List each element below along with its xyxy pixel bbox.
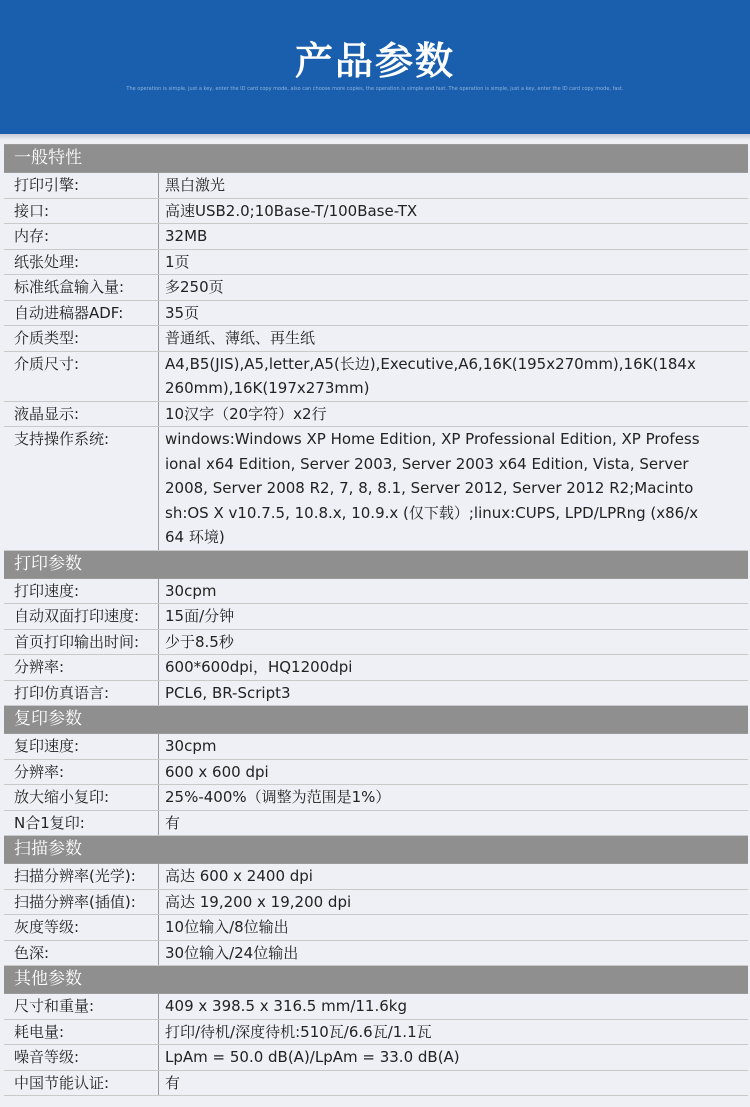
- spec-label: 接口:: [4, 199, 159, 224]
- spec-value: 普通纸、薄纸、再生纸: [165, 329, 316, 347]
- spec-value: 32MB: [165, 227, 208, 245]
- spec-row: [4, 326, 748, 352]
- spec-label: 首页打印输出时间:: [4, 630, 159, 655]
- spec-row: [4, 1071, 748, 1097]
- section-heading: 复印参数: [4, 706, 748, 734]
- spec-label: 分辨率:: [4, 760, 159, 785]
- spec-label: N合1复印:: [4, 811, 159, 836]
- spec-table: [4, 144, 748, 1096]
- spec-row: [4, 199, 748, 225]
- spec-label: 支持操作系统:: [4, 427, 159, 550]
- spec-label: 自动进稿器ADF:: [4, 301, 159, 326]
- spec-value: 25%-400%（调整为范围是1%）: [165, 788, 391, 806]
- section-heading: 一般特性: [4, 145, 748, 173]
- spec-label: 打印引擎:: [4, 173, 159, 198]
- spec-row: [4, 579, 748, 605]
- spec-row: [4, 1045, 748, 1071]
- spec-value: 有: [165, 813, 181, 832]
- spec-label: 打印速度:: [4, 579, 159, 604]
- spec-value: windows:Windows XP Home Edition, XP Professional Edition, XP Professional x64 Edition, Server 2003, Server 2003 x64 Edition, Vista, Server 2008, Server 2008 R2, 7, 8, 8.1, Server 2012, Server 2012 R2;Macintosh:OS X v10.7.5, 10.8.x, 10.9.x (仅下载）;linux:CUPS, LPD/LPRng (x86/x64 环境): [165, 430, 700, 546]
- spec-value: 30cpm: [165, 581, 217, 600]
- spec-value: 600 x 600 dpi: [165, 762, 269, 781]
- spec-row: [4, 173, 748, 199]
- spec-row: [4, 224, 748, 250]
- page-title: 产品参数: [294, 39, 455, 83]
- spec-row: [4, 941, 748, 967]
- spec-row: [4, 402, 748, 428]
- spec-row: [4, 864, 748, 890]
- spec-value: 409 x 398.5 x 316.5 mm/11.6kg: [165, 997, 407, 1015]
- spec-value: 600*600dpi，HQ1200dpi: [165, 658, 353, 676]
- spec-value: 有: [165, 1073, 181, 1092]
- spec-value: A4,B5(JIS),A5,letter,A5(长边),Executive,A6,16K(195x270mm),16K(184x260mm),16K(197x273mm): [165, 354, 696, 397]
- spec-row: [4, 994, 748, 1020]
- spec-value: 30位输入/24位输出: [165, 943, 299, 962]
- spec-label: 打印仿真语言:: [4, 681, 159, 706]
- spec-value: 30cpm: [165, 737, 217, 755]
- spec-label: 灰度等级:: [4, 915, 159, 940]
- spec-row: [4, 301, 748, 327]
- spec-row: [4, 785, 748, 811]
- spec-row: [4, 915, 748, 941]
- header-divider: [0, 134, 750, 140]
- spec-label: 介质尺寸:: [4, 352, 159, 401]
- spec-row: [4, 811, 748, 837]
- spec-value: 高达 19,200 x 19,200 dpi: [165, 892, 352, 911]
- spec-value: 15面/分钟: [165, 607, 235, 625]
- section-heading: 扫描参数: [4, 836, 748, 864]
- page-header: [0, 0, 750, 134]
- spec-label: 纸张处理:: [4, 250, 159, 275]
- spec-row: [4, 760, 748, 786]
- spec-value: LpAm = 50.0 dB(A)/LpAm = 33.0 dB(A): [165, 1048, 460, 1066]
- spec-label: 内存:: [4, 224, 159, 249]
- spec-value: 高速USB2.0;10Base-T/100Base-TX: [165, 201, 418, 220]
- spec-row: [4, 890, 748, 916]
- spec-value: 高达 600 x 2400 dpi: [165, 867, 313, 885]
- spec-value: 10位输入/8位输出: [165, 918, 289, 936]
- spec-row: [4, 604, 748, 630]
- spec-label: 扫描分辨率(插值):: [4, 890, 159, 915]
- spec-label: 耗电量:: [4, 1020, 159, 1045]
- spec-value: 少于8.5秒: [165, 632, 234, 651]
- spec-row: [4, 275, 748, 301]
- spec-value: 打印/待机/深度待机:510瓦/6.6瓦/1.1瓦: [165, 1022, 432, 1041]
- spec-label: 自动双面打印速度:: [4, 604, 159, 629]
- spec-row: [4, 1020, 748, 1046]
- spec-label: 标准纸盒输入量:: [4, 275, 159, 300]
- spec-value: 多250页: [165, 278, 224, 296]
- spec-value: 10汉字（20字符）x2行: [165, 404, 327, 423]
- spec-label: 扫描分辨率(光学):: [4, 864, 159, 889]
- spec-label: 尺寸和重量:: [4, 994, 159, 1019]
- spec-label: 中国节能认证:: [4, 1071, 159, 1096]
- spec-row: [4, 681, 748, 707]
- spec-value: 黑白激光: [165, 176, 226, 194]
- section-heading: 打印参数: [4, 551, 748, 579]
- spec-label: 分辨率:: [4, 655, 159, 680]
- spec-label: 色深:: [4, 941, 159, 966]
- spec-row: [4, 630, 748, 656]
- section-heading: 其他参数: [4, 966, 748, 994]
- spec-label: 介质类型:: [4, 326, 159, 351]
- spec-row: [4, 427, 748, 551]
- spec-label: 液晶显示:: [4, 402, 159, 427]
- spec-row: [4, 734, 748, 760]
- spec-label: 噪音等级:: [4, 1045, 159, 1070]
- spec-row: [4, 352, 748, 402]
- spec-row: [4, 655, 748, 681]
- spec-label: 复印速度:: [4, 734, 159, 759]
- page-subtitle: The operation is simple, just a key, enter the ID card copy mode, also can choose more copies, the operation is simple and fast. The operation is simple, just a key, enter the ID card copy mode, fast.: [126, 86, 624, 92]
- spec-value: PCL6, BR-Script3: [165, 683, 291, 702]
- spec-value: 35页: [165, 303, 200, 322]
- spec-value: 1页: [165, 252, 190, 271]
- spec-row: [4, 250, 748, 276]
- spec-label: 放大缩小复印:: [4, 785, 159, 810]
